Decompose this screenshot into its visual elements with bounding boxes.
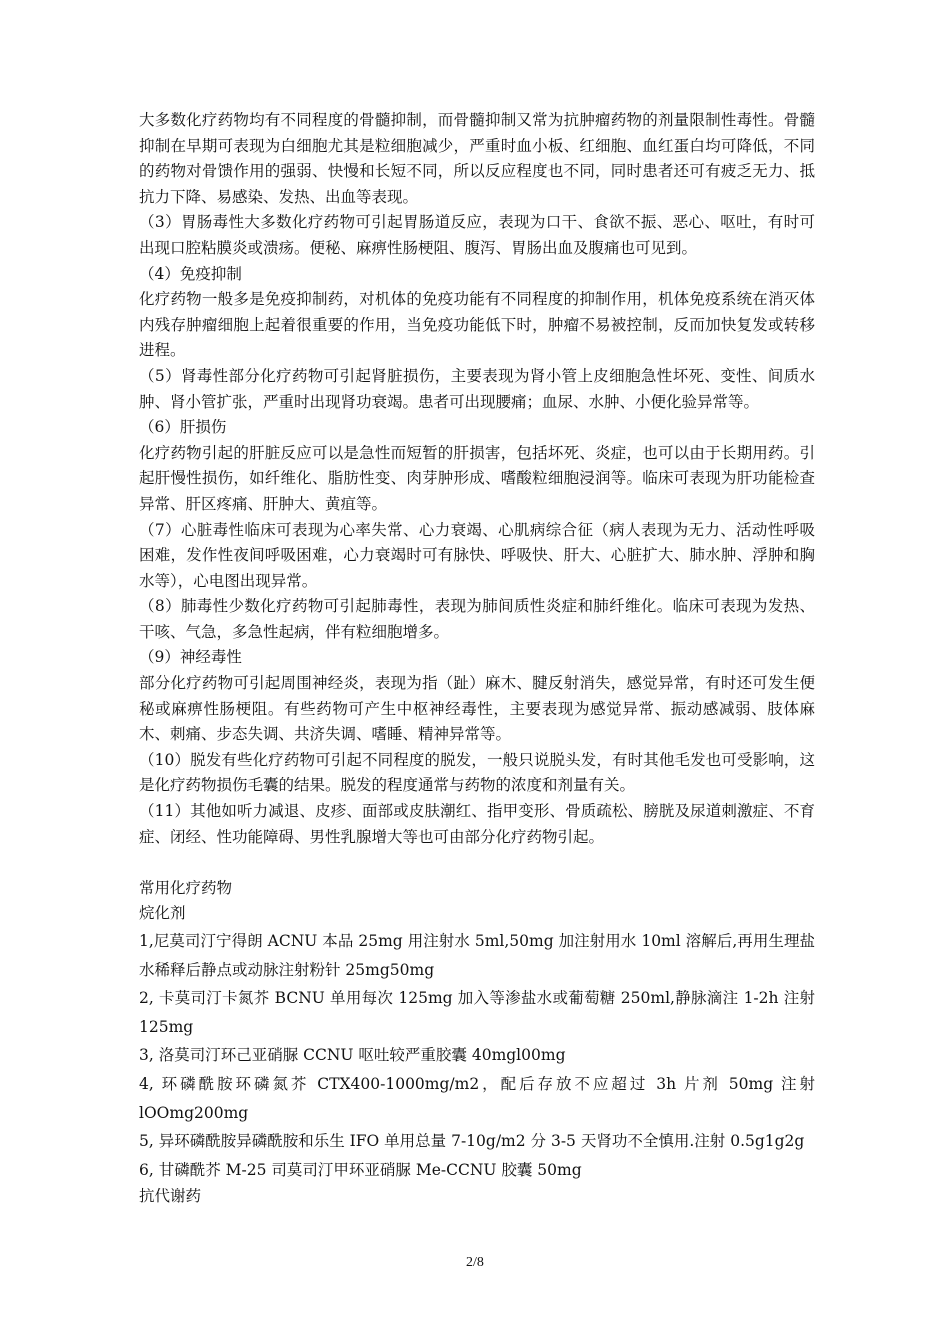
paragraph-alopecia: （10）脱发有些化疗药物可引起不同程度的脱发，一般只说脱头发，有时其他毛发也可受影响，这是化疗药物损伤毛囊的结果。脱发的程度通常与药物的浓度和剂量有关。 xyxy=(139,750,815,795)
paragraph-neurotoxicity: 部分化疗药物可引起周围神经炎，表现为指（趾）麻木、腱反射消失，感觉异常，有时还可发生便秘或麻痹性肠梗阻。有些药物可产生中枢神经毒性，主要表现为感觉异常、振动感减弱、肢体麻木、刺痛、步态失调、共济失调、嗜睡、精神异常等。 xyxy=(139,674,815,744)
heading-neurotoxicity: （9）神经毒性 xyxy=(139,648,242,667)
paragraph-gi-toxicity: （3）胃肠毒性大多数化疗药物可引起胃肠道反应，表现为口干、食欲不振、恶心、呕吐，有时可出现口腔粘膜炎或溃疡。便秘、麻痹性肠梗阻、腹泻、胃肠出血及腹痛也可见到。 xyxy=(139,213,815,257)
drug-item-5: 5, 异环磷酰胺异磷酰胺和乐生 IFO 单用总量 7-10g/m2 分 3-5 天肾功不全慎用.注射 0.5g1g2g xyxy=(139,1132,805,1151)
page-content xyxy=(139,108,815,1210)
paragraph-cardiotoxicity: （7）心脏毒性临床可表现为心率失常、心力衰竭、心肌病综合征（病人表现为无力、活动性呼吸困难，发作性夜间呼吸困难，心力衰竭时可有脉快、呼吸快、肝大、心脏扩大、肺水肿、浮肿和胸水等），心电图出现异常。 xyxy=(139,520,815,590)
paragraph-immunosuppression: 化疗药物一般多是免疫抑制药，对机体的免疫功能有不同程度的抑制作用，机体免疫系统在消灭体内残存肿瘤细胞上起着很重要的作用，当免疫功能低下时，肿瘤不易被控制，反而加快复发或转移进程。 xyxy=(139,290,815,360)
paragraph-other-effects: （11）其他如听力减退、皮疹、面部或皮肤潮红、指甲变形、骨质疏松、膀胱及尿道刺激症、不育症、闭经、性功能障碍、男性乳腺增大等也可由部分化疗药物引起。 xyxy=(139,802,815,846)
paragraph-bone-marrow: 大多数化疗药物均有不同程度的骨髓抑制，而骨髓抑制又常为抗肿瘤药物的剂量限制性毒性。骨髓抑制在早期可表现为白细胞尤其是粒细胞减少，严重时血小板、红细胞、血红蛋白均可降低，不同的药物对骨馈作用的强弱、快慢和长短不同，所以反应程度也不同，同时患者还可有疲乏无力、抵抗力下降、易感染、发热、出血等表现。 xyxy=(139,111,815,206)
drug-item-1: 1,尼莫司汀宁得朗 ACNU 本品 25mg 用注射水 5ml,50mg 加注射用水 10ml 溶解后,再用生理盐水稀释后静点或动脉注射粉针 25mg50mg xyxy=(139,932,815,979)
heading-immunosuppression: （4）免疫抑制 xyxy=(139,264,242,283)
paragraph-nephrotoxicity: （5）肾毒性部分化疗药物可引起肾脏损伤，主要表现为肾小管上皮细胞急性坏死、变性、间质水肿、肾小管扩张，严重时出现肾功衰竭。患者可出现腰痛；血尿、水肿、小便化验异常等。 xyxy=(139,366,815,411)
drug-item-4: 4, 环磷酰胺环磷氮芥 CTX400-1000mg/m2，配后存放不应超过 3h 片剂 50mg 注射 lOOmg200mg xyxy=(139,1074,815,1122)
drug-item-3: 3, 洛莫司汀环己亚硝脲 CCNU 呕吐较严重胶囊 40mgl00mg xyxy=(139,1046,566,1065)
subsection-alkylating: 烷化剂 xyxy=(139,904,186,923)
page-number: 2/8 xyxy=(466,1255,484,1270)
paragraph-pulmonary-toxicity: （8）肺毒性少数化疗药物可引起肺毒性，表现为肺间质性炎症和肺纤维化。临床可表现为发热、干咳、气急，多急性起病，伴有粒细胞增多。 xyxy=(139,597,815,641)
drug-item-6: 6, 甘磷酰芥 M-25 司莫司汀甲环亚硝脲 Me-CCNU 胶囊 50mg xyxy=(139,1160,582,1179)
subsection-antimetabolite: 抗代谢药 xyxy=(139,1187,202,1206)
heading-liver-injury: （6）肝损伤 xyxy=(139,418,227,437)
paragraph-liver-injury: 化疗药物引起的肝脏反应可以是急性而短暂的肝损害，包括坏死、炎症，也可以由于长期用药。引起肝慢性损伤，如纤维化、脂肪性变、肉芽肿形成、嗜酸粒细胞浸润等。临床可表现为肝功能检查异常、肝区疼痛、肝肿大、黄疽等。 xyxy=(139,443,815,513)
section-title: 常用化疗药物 xyxy=(139,878,233,897)
drug-item-2: 2, 卡莫司汀卡氮芥 BCNU 单用每次 125mg 加入等渗盐水或葡萄糖 250ml,静脉滴注 1-2h 注射 125mg xyxy=(139,989,815,1036)
